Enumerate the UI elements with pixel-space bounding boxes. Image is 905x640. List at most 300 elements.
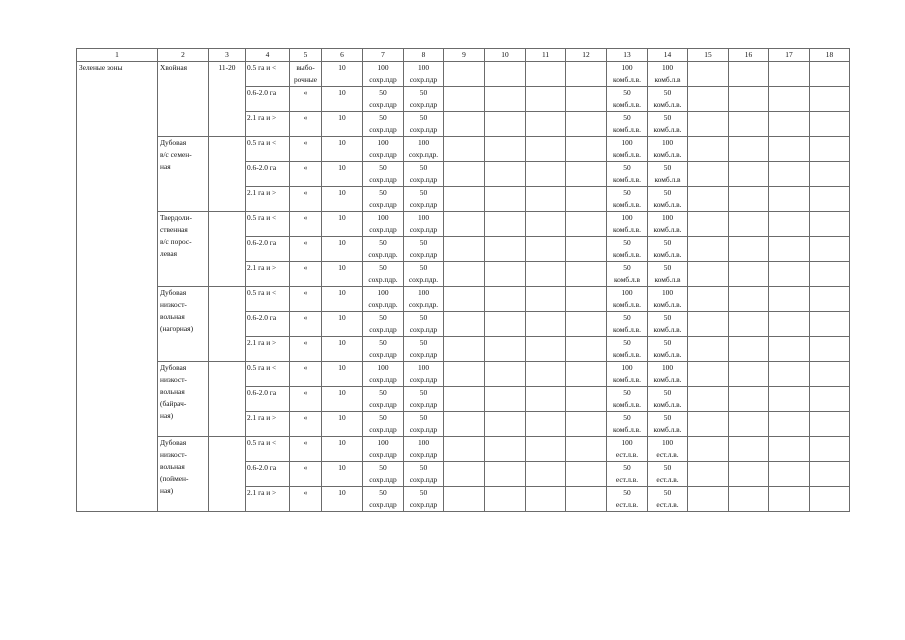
col8-cell — [404, 487, 444, 512]
empty-cell — [729, 112, 769, 137]
area-cell: 0.6-2.0 га — [246, 462, 290, 487]
empty-cell — [444, 162, 485, 187]
cell-line: комб.л.в. — [653, 325, 682, 334]
column-number-14: 14 — [648, 49, 688, 62]
cell-line: сохр.пдр — [409, 125, 438, 134]
empty-cell — [810, 87, 850, 112]
empty-cell — [526, 412, 566, 437]
cell-line: ест.л.в. — [656, 475, 679, 484]
cell-line: 50 — [379, 113, 387, 122]
cell-line: 50 — [419, 338, 428, 347]
cell-line: 50 — [623, 463, 631, 472]
col7-cell — [363, 187, 404, 212]
area-cell: 0.5 га и < — [246, 362, 290, 387]
area-cell: 0.6-2.0 га — [246, 387, 290, 412]
col14-cell — [648, 237, 688, 262]
empty-cell — [769, 462, 810, 487]
cell-line: комб.л.в. — [613, 375, 641, 384]
cell-line: (байрач- — [160, 399, 187, 408]
empty-cell — [485, 87, 526, 112]
table-row — [77, 362, 850, 387]
area-cell: 0.6-2.0 га — [246, 237, 290, 262]
empty-cell — [526, 462, 566, 487]
col8-cell — [404, 387, 444, 412]
empty-cell — [769, 162, 810, 187]
empty-cell — [769, 112, 810, 137]
method-cell — [290, 287, 322, 312]
col13-cell — [607, 187, 648, 212]
empty-cell — [688, 487, 729, 512]
col13-cell — [607, 287, 648, 312]
method-cell — [290, 112, 322, 137]
cell-line: сохр.пдр — [369, 375, 397, 384]
empty-cell — [729, 312, 769, 337]
empty-cell — [688, 287, 729, 312]
cell-line: 50 — [379, 413, 387, 422]
cell-line: 50 — [379, 463, 387, 472]
empty-cell — [729, 362, 769, 387]
empty-cell — [729, 87, 769, 112]
cell-line: 100 — [661, 438, 674, 447]
cell-line: « — [303, 188, 308, 197]
empty-cell — [444, 212, 485, 237]
cell-line: комб.л.в. — [613, 75, 641, 84]
cell-line: сохр.пдр — [369, 400, 397, 409]
header-row — [77, 49, 850, 62]
value-cell: 10 — [322, 462, 363, 487]
empty-cell — [769, 312, 810, 337]
col8-cell — [404, 437, 444, 462]
method-cell — [290, 387, 322, 412]
cell-line: сохр.пдр. — [408, 275, 439, 284]
cell-line: 50 — [623, 163, 631, 172]
empty-cell — [729, 462, 769, 487]
empty-cell — [526, 437, 566, 462]
empty-cell — [444, 412, 485, 437]
cell-line: 100 — [417, 438, 430, 447]
cell-line: « — [303, 213, 308, 222]
method-cell — [290, 487, 322, 512]
empty-cell — [485, 162, 526, 187]
empty-cell — [444, 287, 485, 312]
cell-line: 50 — [663, 313, 672, 322]
cell-line: сохр.пдр — [409, 75, 438, 84]
cell-line: 100 — [417, 363, 430, 372]
empty-cell — [688, 212, 729, 237]
empty-cell — [769, 62, 810, 87]
col14-cell — [648, 487, 688, 512]
cell-line: сохр.пдр. — [368, 300, 398, 309]
cell-line: низкост- — [160, 300, 187, 309]
value-cell: 10 — [322, 87, 363, 112]
cell-line: 50 — [663, 413, 672, 422]
column-number-13: 13 — [607, 49, 648, 62]
col8-cell — [404, 137, 444, 162]
cell-line: ственная — [160, 225, 188, 234]
empty-cell — [729, 287, 769, 312]
cell-line: 100 — [661, 288, 674, 297]
cell-line: сохр.пдр — [409, 325, 438, 334]
cell-line: « — [303, 163, 308, 172]
col14-cell — [648, 212, 688, 237]
cell-line: 100 — [377, 288, 389, 297]
cell-line: сохр.пдр — [369, 225, 397, 234]
empty-cell — [688, 237, 729, 262]
forest-type-cell — [158, 137, 209, 212]
zone-cell: Зеленые зоны — [77, 62, 158, 512]
forest-type-cell — [158, 287, 209, 362]
cell-line: сохр.пдр. — [368, 275, 398, 284]
value-cell: 10 — [322, 137, 363, 162]
cell-line: комб.л.в. — [613, 250, 641, 259]
col14-cell — [648, 187, 688, 212]
cell-line: 50 — [379, 313, 387, 322]
table-row — [77, 212, 850, 237]
empty-cell — [485, 187, 526, 212]
cell-line: 50 — [663, 263, 672, 272]
cell-line: « — [303, 88, 308, 97]
cell-line: « — [303, 338, 308, 347]
col14-cell — [648, 287, 688, 312]
value-cell: 10 — [322, 487, 363, 512]
cell-line: сохр.пдр — [409, 175, 438, 184]
cell-line: 50 — [419, 388, 428, 397]
cell-line: 50 — [623, 388, 631, 397]
column-number-3: 3 — [209, 49, 246, 62]
col8-cell — [404, 262, 444, 287]
empty-cell — [688, 412, 729, 437]
empty-cell — [769, 387, 810, 412]
col8-cell — [404, 287, 444, 312]
cell-line: сохр.пдр — [369, 150, 397, 159]
method-cell — [290, 337, 322, 362]
value-cell: 10 — [322, 362, 363, 387]
cell-line: сохр.пдр — [409, 450, 438, 459]
empty-cell — [688, 437, 729, 462]
forest-harvest-table — [76, 48, 850, 512]
empty-cell — [566, 62, 607, 87]
empty-cell — [485, 212, 526, 237]
cell-line: 100 — [377, 438, 389, 447]
cell-line: 100 — [661, 63, 674, 72]
empty-cell — [810, 262, 850, 287]
cell-line: ест.л.в. — [615, 500, 639, 509]
cell-line: « — [303, 388, 308, 397]
cell-line: комб.л.в — [654, 175, 681, 184]
col8-cell — [404, 62, 444, 87]
empty-cell — [526, 287, 566, 312]
cell-line: комб.л.в. — [653, 100, 682, 109]
cell-line: комб.л.в. — [613, 425, 641, 434]
value-cell: 10 — [322, 412, 363, 437]
age-cell — [209, 437, 246, 512]
col8-cell — [404, 312, 444, 337]
cell-line: сохр.пдр. — [408, 150, 439, 159]
cell-line: 100 — [377, 363, 389, 372]
empty-cell — [688, 462, 729, 487]
cell-line: ест.л.в. — [656, 500, 679, 509]
empty-cell — [810, 112, 850, 137]
empty-cell — [810, 387, 850, 412]
empty-cell — [810, 362, 850, 387]
col13-cell — [607, 162, 648, 187]
cell-line: 50 — [663, 488, 672, 497]
empty-cell — [485, 337, 526, 362]
empty-cell — [485, 412, 526, 437]
cell-line: 50 — [419, 188, 428, 197]
cell-line: 50 — [663, 188, 672, 197]
empty-cell — [526, 337, 566, 362]
cell-line: 50 — [379, 188, 387, 197]
column-number-16: 16 — [729, 49, 769, 62]
column-number-9: 9 — [444, 49, 485, 62]
value-cell: 10 — [322, 312, 363, 337]
empty-cell — [526, 137, 566, 162]
empty-cell — [444, 62, 485, 87]
cell-line: 50 — [663, 463, 672, 472]
cell-line: 100 — [621, 363, 633, 372]
cell-line: 50 — [419, 163, 428, 172]
area-cell: 2.1 га и > — [246, 187, 290, 212]
cell-line: 50 — [663, 338, 672, 347]
empty-cell — [769, 212, 810, 237]
empty-cell — [810, 462, 850, 487]
empty-cell — [688, 312, 729, 337]
empty-cell — [444, 362, 485, 387]
empty-cell — [485, 62, 526, 87]
cell-line: 50 — [623, 113, 631, 122]
cell-line: комб.л.в. — [653, 425, 682, 434]
table-row — [77, 62, 850, 87]
cell-line: сохр.пдр — [409, 400, 438, 409]
cell-line: комб.л.в — [654, 75, 681, 84]
method-cell — [290, 87, 322, 112]
cell-line: 100 — [621, 213, 633, 222]
cell-line: комб.л.в. — [653, 350, 682, 359]
empty-cell — [729, 437, 769, 462]
column-number-6: 6 — [322, 49, 363, 62]
cell-line: 50 — [419, 313, 428, 322]
cell-line: ная — [160, 162, 171, 171]
empty-cell — [566, 362, 607, 387]
col8-cell — [404, 187, 444, 212]
forest-type-cell — [158, 212, 209, 287]
cell-line: комб.л.в. — [653, 250, 682, 259]
empty-cell — [810, 187, 850, 212]
cell-line: низкост- — [160, 375, 187, 384]
cell-line: сохр.пдр — [409, 225, 438, 234]
cell-line: сохр.пдр — [409, 100, 438, 109]
cell-line: комб.л.в. — [653, 150, 682, 159]
cell-line: 100 — [621, 63, 633, 72]
cell-line: сохр.пдр — [409, 475, 438, 484]
empty-cell — [729, 337, 769, 362]
col7-cell — [363, 112, 404, 137]
empty-cell — [566, 287, 607, 312]
method-cell — [290, 137, 322, 162]
cell-line: комб.л.в — [654, 275, 681, 284]
cell-line: 100 — [621, 138, 633, 147]
column-number-8: 8 — [404, 49, 444, 62]
table-row — [77, 287, 850, 312]
age-cell — [209, 362, 246, 437]
cell-line: комб.л.в. — [653, 125, 682, 134]
value-cell: 10 — [322, 287, 363, 312]
cell-line: вольная — [160, 462, 185, 471]
cell-line: сохр.пдр — [369, 500, 397, 509]
empty-cell — [810, 237, 850, 262]
table-body — [77, 62, 850, 512]
cell-line: Твердоли- — [160, 213, 192, 222]
empty-cell — [566, 212, 607, 237]
empty-cell — [769, 337, 810, 362]
cell-line: 50 — [419, 488, 428, 497]
empty-cell — [566, 412, 607, 437]
empty-cell — [526, 112, 566, 137]
cell-line: 50 — [419, 263, 428, 272]
col13-cell — [607, 437, 648, 462]
col7-cell — [363, 387, 404, 412]
col13-cell — [607, 487, 648, 512]
cell-line: 50 — [379, 263, 387, 272]
value-cell: 10 — [322, 262, 363, 287]
cell-line: 50 — [419, 463, 428, 472]
value-cell: 10 — [322, 187, 363, 212]
cell-line: Дубовая — [160, 363, 187, 372]
cell-line: сохр.пдр — [369, 350, 397, 359]
empty-cell — [810, 212, 850, 237]
empty-cell — [769, 187, 810, 212]
forest-type-cell — [158, 362, 209, 437]
empty-cell — [810, 162, 850, 187]
method-cell — [290, 62, 322, 87]
empty-cell — [485, 487, 526, 512]
cell-line: 50 — [663, 88, 672, 97]
col13-cell — [607, 462, 648, 487]
col7-cell — [363, 162, 404, 187]
col7-cell — [363, 287, 404, 312]
cell-line: 50 — [623, 338, 631, 347]
empty-cell — [729, 162, 769, 187]
col7-cell — [363, 337, 404, 362]
empty-cell — [810, 487, 850, 512]
cell-line: сохр.пдр — [409, 500, 438, 509]
cell-line: комб.л.в. — [613, 125, 641, 134]
empty-cell — [729, 212, 769, 237]
empty-cell — [810, 287, 850, 312]
col14-cell — [648, 337, 688, 362]
col7-cell — [363, 212, 404, 237]
col14-cell — [648, 87, 688, 112]
area-cell: 2.1 га и > — [246, 112, 290, 137]
cell-line: комб.л.в. — [653, 225, 682, 234]
method-cell — [290, 437, 322, 462]
cell-line: сохр.пдр — [369, 125, 397, 134]
empty-cell — [526, 262, 566, 287]
col13-cell — [607, 362, 648, 387]
cell-line: « — [303, 138, 308, 147]
cell-line: сохр.пдр — [369, 450, 397, 459]
area-cell: 2.1 га и > — [246, 487, 290, 512]
age-cell — [209, 137, 246, 212]
cell-line: сохр.пдр — [409, 425, 438, 434]
cell-line: комб.л.в. — [613, 200, 641, 209]
area-cell: 0.6-2.0 га — [246, 87, 290, 112]
empty-cell — [526, 362, 566, 387]
value-cell: 10 — [322, 212, 363, 237]
empty-cell — [566, 162, 607, 187]
cell-line: сохр.пдр. — [408, 300, 439, 309]
col14-cell — [648, 137, 688, 162]
cell-line: сохр.пдр — [369, 200, 397, 209]
empty-cell — [485, 137, 526, 162]
value-cell: 10 — [322, 237, 363, 262]
empty-cell — [444, 262, 485, 287]
method-cell — [290, 162, 322, 187]
area-cell: 0.5 га и < — [246, 137, 290, 162]
empty-cell — [444, 387, 485, 412]
column-number-11: 11 — [526, 49, 566, 62]
col8-cell — [404, 112, 444, 137]
forest-type-cell — [158, 437, 209, 512]
col13-cell — [607, 312, 648, 337]
method-cell — [290, 412, 322, 437]
empty-cell — [444, 237, 485, 262]
col7-cell — [363, 137, 404, 162]
cell-line: 50 — [379, 238, 387, 247]
cell-line: « — [303, 438, 308, 447]
cell-line: в/с порос- — [160, 237, 192, 246]
empty-cell — [566, 87, 607, 112]
cell-line: комб.л.в. — [653, 200, 682, 209]
area-cell: 0.5 га и < — [246, 437, 290, 462]
empty-cell — [566, 137, 607, 162]
cell-line: 50 — [623, 263, 631, 272]
value-cell: 10 — [322, 387, 363, 412]
empty-cell — [769, 87, 810, 112]
empty-cell — [566, 262, 607, 287]
cell-line: « — [303, 413, 308, 422]
empty-cell — [769, 437, 810, 462]
empty-cell — [526, 62, 566, 87]
cell-line: 50 — [419, 413, 428, 422]
empty-cell — [688, 262, 729, 287]
empty-cell — [526, 212, 566, 237]
column-number-18: 18 — [810, 49, 850, 62]
cell-line: « — [303, 263, 308, 272]
cell-line: 100 — [661, 213, 674, 222]
empty-cell — [566, 337, 607, 362]
cell-line: комб.л.в. — [613, 400, 641, 409]
empty-cell — [566, 387, 607, 412]
col7-cell — [363, 237, 404, 262]
empty-cell — [526, 387, 566, 412]
cell-line: вольная — [160, 312, 185, 321]
cell-line: 50 — [419, 88, 428, 97]
area-cell: 2.1 га и > — [246, 337, 290, 362]
cell-line: ест.л.в. — [615, 475, 639, 484]
empty-cell — [769, 262, 810, 287]
cell-line: Дубовая — [160, 288, 187, 297]
column-number-4: 4 — [246, 49, 290, 62]
col7-cell — [363, 62, 404, 87]
empty-cell — [688, 337, 729, 362]
cell-line: 50 — [623, 313, 631, 322]
cell-line: 50 — [379, 338, 387, 347]
empty-cell — [810, 337, 850, 362]
cell-line: 50 — [379, 488, 387, 497]
empty-cell — [526, 162, 566, 187]
